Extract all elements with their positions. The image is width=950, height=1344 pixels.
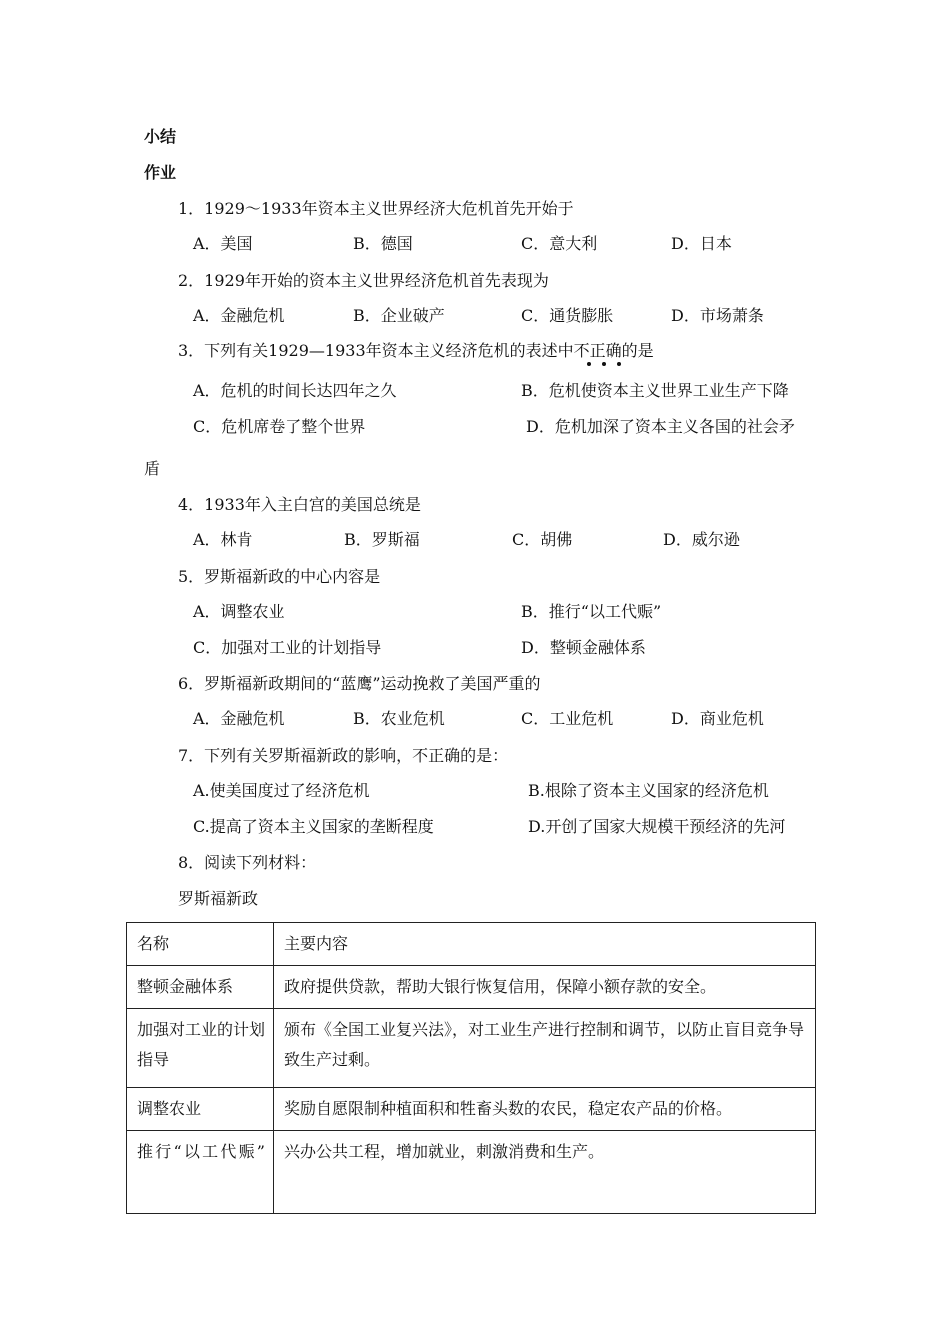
summary-heading: 小结 [144, 127, 177, 146]
table-header-row [127, 923, 816, 966]
q5-option-d: D．整顿金融体系 [521, 638, 646, 657]
q7-option-a: A.使美国度过了经济危机 [193, 781, 370, 800]
q5-option-c: C．加强对工业的计划指导 [193, 638, 382, 657]
table-header-cell: 主要内容 [274, 923, 816, 966]
question-5-stem: 5．罗斯福新政的中心内容是 [178, 567, 381, 586]
q4-option-b: B．罗斯福 [344, 530, 420, 549]
q7-option-b: B.根除了资本主义国家的经济危机 [528, 781, 769, 800]
q4-option-a: A．林肯 [193, 530, 253, 549]
q2-option-c: C．通货膨胀 [521, 306, 614, 325]
material-table [126, 922, 816, 1214]
emphasis-dot [587, 362, 591, 366]
table-row [127, 966, 816, 1009]
q1-option-a: A．美国 [193, 234, 253, 253]
q7-option-d: D.开创了国家大规模干预经济的先河 [528, 817, 786, 836]
table-cell-content: 奖励自愿限制种植面积和牲畜头数的农民，稳定农产品的价格。 [274, 1088, 816, 1131]
table-cell-name: 推行“以工代赈” [127, 1131, 274, 1214]
q5-option-a: A．调整农业 [193, 602, 285, 621]
emphasis-dot [602, 362, 606, 366]
question-8-stem: 8．阅读下列材料： [178, 853, 317, 872]
table-cell-name: 加强对工业的计划指导 [127, 1009, 274, 1088]
table-cell-name: 整顿金融体系 [127, 966, 274, 1009]
emphasis-dot [617, 362, 621, 366]
question-3-stem: 3．下列有关1929—1933年资本主义经济危机的表述中不正确的是 [178, 341, 654, 360]
q2-option-d: D．市场萧条 [671, 306, 764, 325]
q4-option-d: D．威尔逊 [663, 530, 740, 549]
q4-option-c: C．胡佛 [512, 530, 573, 549]
q7-option-c: C.提高了资本主义国家的垄断程度 [193, 817, 434, 836]
question-2-stem: 2．1929年开始的资本主义世界经济危机首先表现为 [178, 271, 549, 290]
q3-option-a: A．危机的时间长达四年之久 [193, 381, 397, 400]
table-cell-name: 调整农业 [127, 1088, 274, 1131]
q6-option-d: D．商业危机 [671, 709, 764, 728]
question-7-stem: 7．下列有关罗斯福新政的影响，不正确的是： [178, 746, 509, 765]
q3-option-d: D．危机加深了资本主义各国的社会矛 [526, 417, 795, 436]
table-row [127, 1088, 816, 1131]
q6-option-a: A．金融危机 [193, 709, 285, 728]
q3-option-b: B．危机使资本主义世界工业生产下降 [521, 381, 789, 400]
table-cell-content: 兴办公共工程，增加就业，刺激消费和生产。 [274, 1131, 816, 1214]
q6-option-c: C．工业危机 [521, 709, 614, 728]
question-1-stem: 1．1929～1933年资本主义世界经济大危机首先开始于 [178, 199, 574, 218]
q1-option-d: D．日本 [671, 234, 732, 253]
q6-option-b: B．农业危机 [353, 709, 445, 728]
q2-option-a: A．金融危机 [193, 306, 285, 325]
table-row [127, 1131, 816, 1214]
material-caption: 罗斯福新政 [178, 889, 259, 908]
homework-heading: 作业 [144, 163, 177, 182]
q1-option-b: B．德国 [353, 234, 413, 253]
q3-option-d-wrap: 盾 [144, 459, 161, 478]
q2-option-b: B．企业破产 [353, 306, 445, 325]
table-header-cell: 名称 [127, 923, 274, 966]
question-6-stem: 6．罗斯福新政期间的“蓝鹰”运动挽救了美国严重的 [178, 674, 541, 693]
table-row [127, 1009, 816, 1088]
q5-option-b: B．推行“以工代赈” [521, 602, 662, 621]
question-4-stem: 4．1933年入主白宫的美国总统是 [178, 495, 421, 514]
table-cell-content: 政府提供贷款，帮助大银行恢复信用，保障小额存款的安全。 [274, 966, 816, 1009]
table-cell-content: 颁布《全国工业复兴法》，对工业生产进行控制和调节，以防止盲目竞争导致生产过剩。 [274, 1009, 816, 1088]
q3-option-c: C．危机席卷了整个世界 [193, 417, 366, 436]
q1-option-c: C．意大利 [521, 234, 598, 253]
